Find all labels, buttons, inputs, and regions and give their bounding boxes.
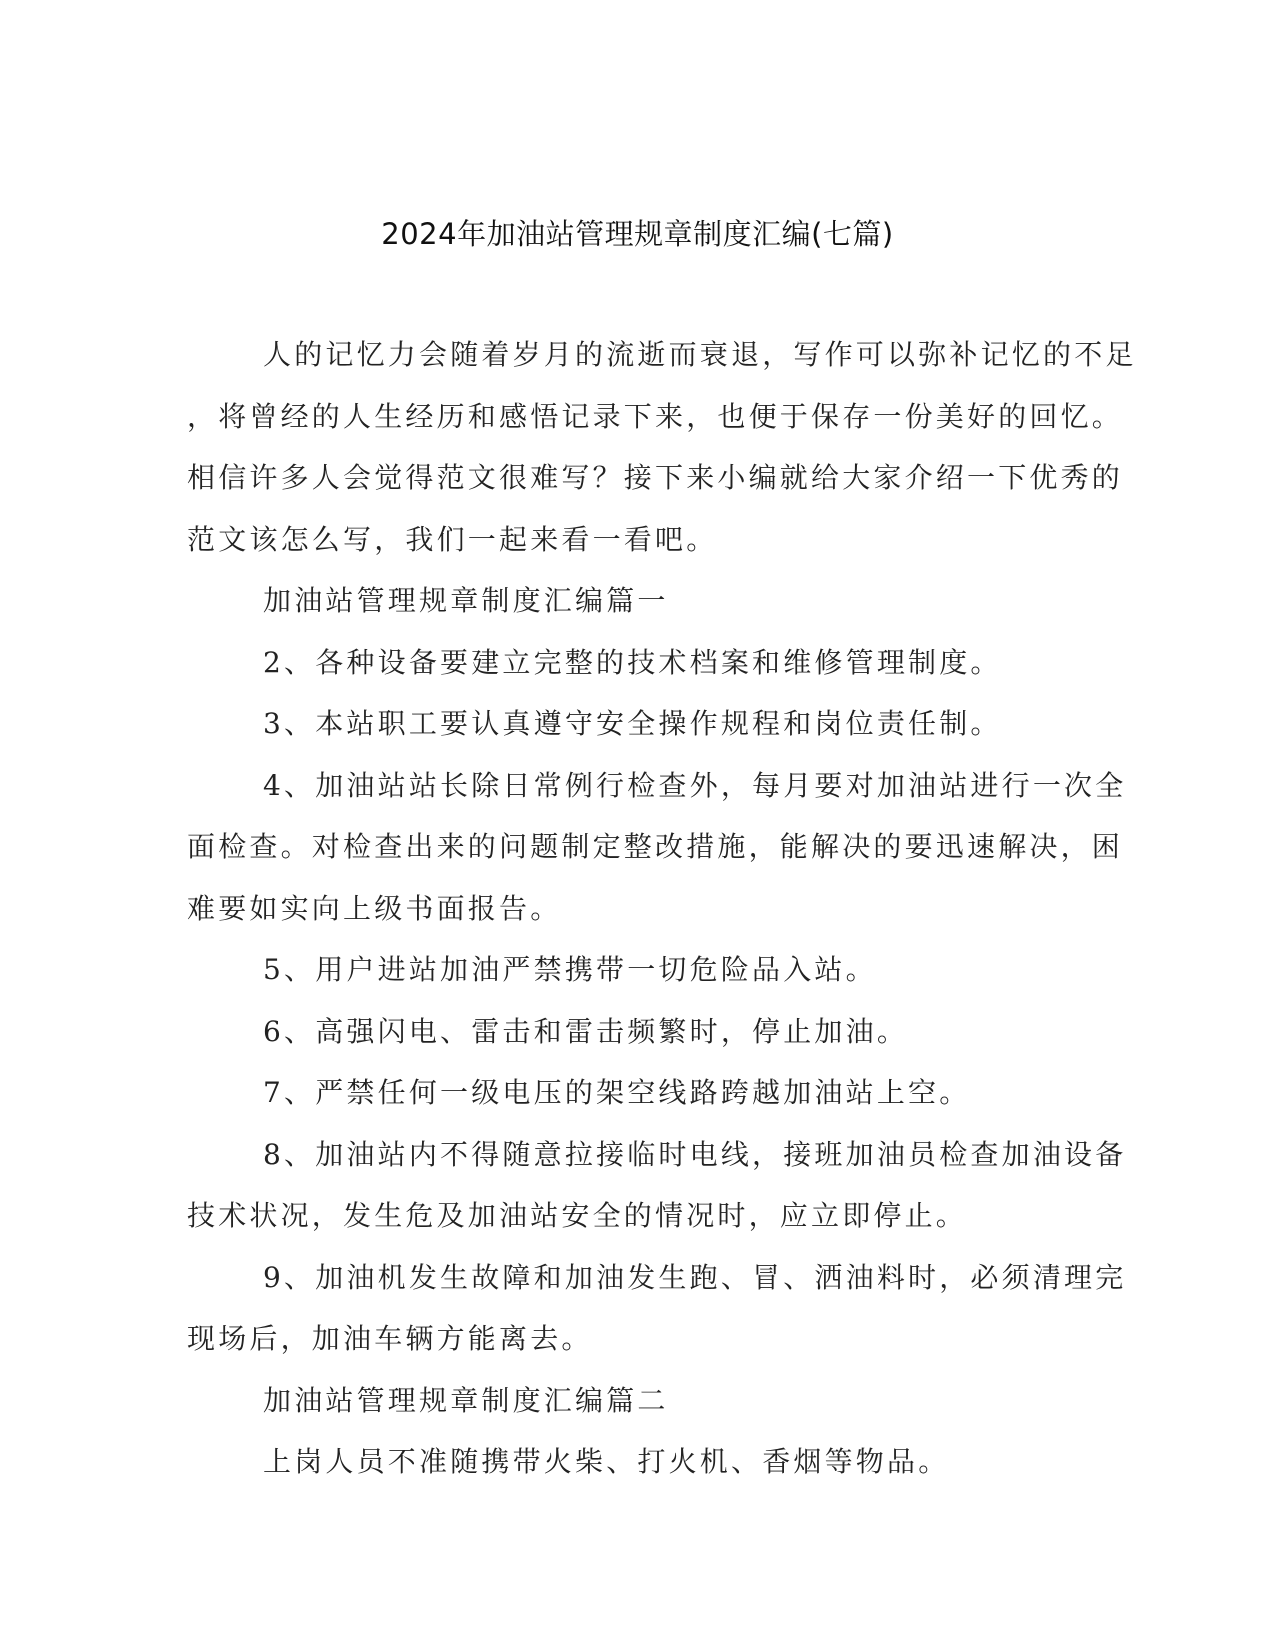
section-heading: 加油站管理规章制度汇编篇二 [263, 1383, 669, 1417]
paragraph-line: 现场后，加油车辆方能离去。 [187, 1322, 593, 1355]
paragraph-line: 6、高强闪电、雷击和雷击频繁时，停止加油。 [263, 1014, 909, 1048]
document-body [187, 324, 1137, 1493]
paragraph-line: 5、用户进站加油严禁携带一切危险品入站。 [263, 953, 877, 986]
paragraph-line: 相信许多人会觉得范文很难写？接下来小编就给大家介绍一下优秀的 [187, 461, 1124, 494]
paragraph-line: 人的记忆力会随着岁月的流逝而衰退，写作可以弥补记忆的不足 [263, 338, 1137, 371]
paragraph-line: 技术状况，发生危及加油站安全的情况时，应立即停止。 [187, 1199, 968, 1232]
paragraph-line: 上岗人员不准随携带火柴、打火机、香烟等物品。 [263, 1445, 950, 1478]
section-heading: 加油站管理规章制度汇编篇一 [263, 584, 669, 617]
paragraph-line: 9、加油机发生故障和加油发生跑、冒、洒油料时，必须清理完 [263, 1260, 1127, 1294]
paragraph-line: 4、加油站站长除日常例行检查外，每月要对加油站进行一次全 [263, 768, 1127, 802]
paragraph-line: 难要如实向上级书面报告。 [187, 891, 562, 925]
paragraph-line: 范文该怎么写，我们一起来看一看吧。 [187, 522, 718, 556]
document-title: 2024年加油站管理规章制度汇编(七篇) [381, 217, 894, 251]
paragraph-line: 2、各种设备要建立完整的技术档案和维修管理制度。 [263, 645, 1002, 679]
paragraph-line: 面检查。对检查出来的问题制定整改措施，能解决的要迅速解决，困 [187, 830, 1124, 863]
paragraph-line: 3、本站职工要认真遵守安全操作规程和岗位责任制。 [263, 707, 1002, 740]
paragraph-line: ，将曾经的人生经历和感悟记录下来，也便于保存一份美好的回忆。 [187, 399, 1124, 433]
paragraph-line: 8、加油站内不得随意拉接临时电线，接班加油员检查加油设备 [263, 1137, 1127, 1171]
paragraph-line: 7、严禁任何一级电压的架空线路跨越加油站上空。 [263, 1076, 971, 1109]
